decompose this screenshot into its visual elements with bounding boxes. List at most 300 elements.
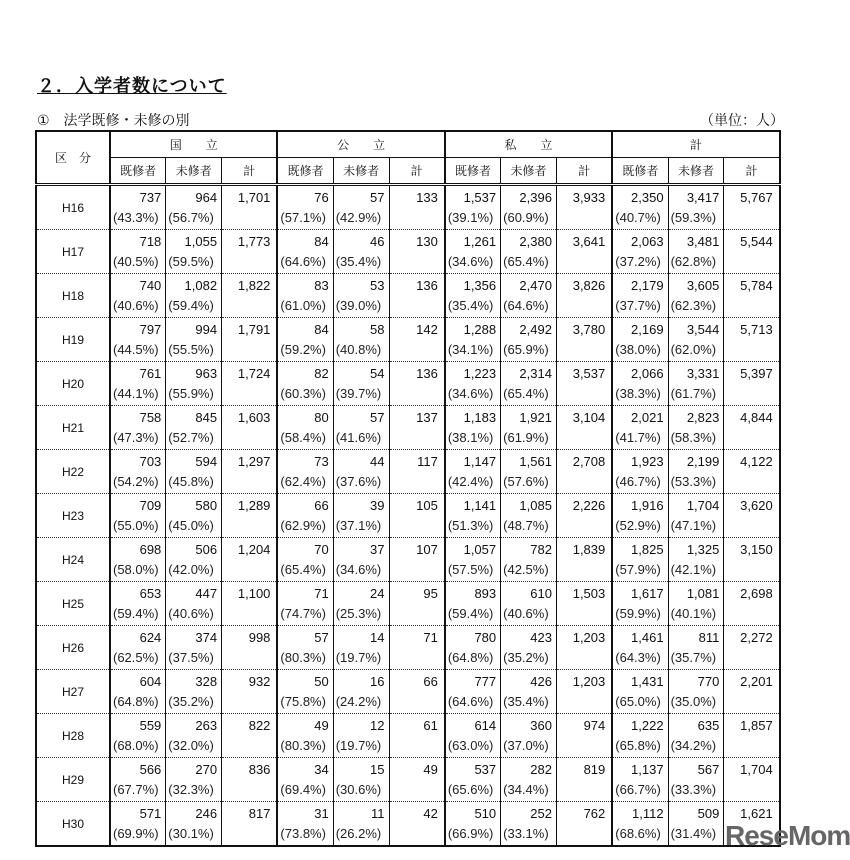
- value: 44: [370, 454, 385, 469]
- value: 932: [248, 674, 271, 689]
- percent: (65.4%): [503, 254, 549, 269]
- cell-kishu: [110, 670, 166, 714]
- value: 782: [530, 542, 552, 557]
- value: 76: [314, 190, 329, 205]
- percent: (51.3%): [447, 518, 494, 533]
- cell-mishu: [668, 362, 724, 406]
- value: 2,380: [519, 234, 552, 249]
- value: 2,179: [631, 278, 664, 293]
- cell-kishu: [445, 230, 501, 274]
- value: 15: [370, 762, 385, 777]
- cell-kishu: [277, 450, 333, 494]
- header-sub: 計: [556, 158, 612, 185]
- cell-kishu: [110, 230, 166, 274]
- percent: (43.3%): [113, 210, 159, 225]
- percent: (57.5%): [447, 562, 494, 577]
- percent: (67.7%): [113, 782, 159, 797]
- value: 1,289: [237, 498, 271, 513]
- cell-mishu: [501, 582, 557, 626]
- row-label: H30: [36, 802, 110, 847]
- percent: (33.3%): [670, 782, 717, 797]
- cell-mishu: [333, 582, 389, 626]
- cell-total: [389, 318, 445, 362]
- table-row: [36, 494, 780, 538]
- percent: (37.5%): [168, 650, 214, 665]
- cell-mishu: [166, 450, 222, 494]
- row-label: H26: [36, 626, 110, 670]
- row-label: H20: [36, 362, 110, 406]
- cell-total: [556, 406, 612, 450]
- cell-total: [222, 714, 278, 758]
- cell-mishu: [333, 626, 389, 670]
- value: 506: [195, 542, 218, 557]
- percent: (37.6%): [335, 474, 382, 489]
- percent: (62.3%): [670, 298, 717, 313]
- cell-kishu: [277, 274, 333, 318]
- percent: (65.6%): [447, 782, 494, 797]
- cell-kishu: [612, 670, 668, 714]
- cell-kishu: [612, 274, 668, 318]
- value: 1,055: [184, 234, 218, 249]
- value: 61: [423, 718, 438, 733]
- cell-mishu: [166, 406, 222, 450]
- value: 3,826: [572, 278, 606, 293]
- cell-total: [389, 406, 445, 450]
- cell-total: [389, 670, 445, 714]
- cell-mishu: [166, 582, 222, 626]
- value: 998: [248, 630, 271, 645]
- cell-mishu: [333, 758, 389, 802]
- value: 2,314: [519, 366, 552, 381]
- cell-kishu: [612, 185, 668, 230]
- value: 2,169: [631, 322, 664, 337]
- percent: (73.8%): [280, 826, 326, 841]
- percent: (59.4%): [168, 298, 214, 313]
- cell-kishu: [110, 714, 166, 758]
- value: 3,605: [686, 278, 720, 293]
- cell-total: [724, 185, 780, 230]
- cell-kishu: [445, 758, 501, 802]
- cell-mishu: [166, 714, 222, 758]
- value: 2,226: [572, 498, 606, 513]
- cell-total: [222, 626, 278, 670]
- cell-mishu: [333, 494, 389, 538]
- percent: (35.7%): [670, 650, 717, 665]
- cell-kishu: [445, 318, 501, 362]
- cell-mishu: [668, 494, 724, 538]
- value: 2,708: [572, 454, 606, 469]
- table-row: [36, 626, 780, 670]
- header-category: 区 分: [36, 131, 110, 185]
- percent: (65.9%): [503, 342, 549, 357]
- percent: (59.4%): [447, 606, 494, 621]
- percent: (80.3%): [280, 738, 326, 753]
- value: 31: [314, 806, 329, 821]
- cell-mishu: [668, 274, 724, 318]
- cell-total: [724, 582, 780, 626]
- percent: (40.6%): [503, 606, 549, 621]
- percent: (37.2%): [615, 254, 661, 269]
- value: 1,701: [237, 190, 271, 205]
- cell-total: [222, 670, 278, 714]
- value: 893: [474, 586, 497, 601]
- cell-mishu: [501, 626, 557, 670]
- value: 770: [697, 674, 720, 689]
- percent: (32.0%): [168, 738, 214, 753]
- cell-total: [222, 538, 278, 582]
- value: 635: [697, 718, 720, 733]
- cell-kishu: [277, 494, 333, 538]
- table-row: [36, 450, 780, 494]
- value: 263: [195, 718, 218, 733]
- value: 136: [416, 366, 438, 381]
- value: 4,122: [740, 454, 773, 469]
- value: 571: [139, 806, 162, 821]
- percent: (42.5%): [503, 562, 549, 577]
- cell-kishu: [277, 626, 333, 670]
- percent: (39.1%): [447, 210, 494, 225]
- cell-mishu: [668, 185, 724, 230]
- cell-total: [389, 538, 445, 582]
- value: 624: [139, 630, 162, 645]
- table-row: [36, 406, 780, 450]
- value: 3,481: [686, 234, 720, 249]
- cell-mishu: [668, 714, 724, 758]
- cell-mishu: [166, 318, 222, 362]
- value: 82: [314, 366, 329, 381]
- percent: (62.5%): [113, 650, 159, 665]
- table-subtitle: ① 法学既修・未修の別: [37, 113, 190, 129]
- table-row: [36, 714, 780, 758]
- cell-kishu: [277, 582, 333, 626]
- row-label: H18: [36, 274, 110, 318]
- value: 777: [474, 674, 497, 689]
- value: 1,704: [740, 762, 773, 777]
- cell-mishu: [501, 670, 557, 714]
- cell-mishu: [166, 494, 222, 538]
- value: 1,100: [237, 586, 271, 601]
- percent: (52.7%): [168, 430, 214, 445]
- value: 740: [139, 278, 162, 293]
- percent: (59.2%): [280, 342, 326, 357]
- percent: (64.6%): [503, 298, 549, 313]
- value: 5,397: [740, 366, 773, 381]
- header-sub: 既修者: [277, 158, 333, 185]
- cell-total: [724, 714, 780, 758]
- value: 594: [195, 454, 218, 469]
- cell-kishu: [277, 406, 333, 450]
- cell-mishu: [501, 450, 557, 494]
- value: 447: [195, 586, 218, 601]
- cell-total: [389, 758, 445, 802]
- value: 1,724: [237, 366, 271, 381]
- percent: (66.9%): [447, 826, 494, 841]
- percent: (65.0%): [615, 694, 661, 709]
- cell-mishu: [166, 802, 222, 847]
- value: 34: [314, 762, 329, 777]
- value: 2,823: [686, 410, 720, 425]
- percent: (35.4%): [447, 298, 494, 313]
- cell-kishu: [445, 274, 501, 318]
- cell-total: [389, 802, 445, 847]
- cell-kishu: [445, 494, 501, 538]
- percent: (40.8%): [335, 342, 382, 357]
- percent: (68.6%): [615, 826, 661, 841]
- row-label: H23: [36, 494, 110, 538]
- header-sub: 計: [724, 158, 780, 185]
- table-row: [36, 274, 780, 318]
- percent: (63.0%): [447, 738, 494, 753]
- cell-mishu: [668, 318, 724, 362]
- cell-mishu: [668, 406, 724, 450]
- percent: (61.9%): [503, 430, 549, 445]
- percent: (59.9%): [615, 606, 661, 621]
- value: 822: [248, 718, 271, 733]
- percent: (40.1%): [670, 606, 717, 621]
- value: 2,492: [519, 322, 552, 337]
- value: 3,104: [572, 410, 606, 425]
- value: 1,857: [740, 718, 773, 733]
- cell-kishu: [612, 714, 668, 758]
- value: 328: [195, 674, 218, 689]
- value: 53: [370, 278, 385, 293]
- value: 57: [370, 190, 385, 205]
- unit-label: （単位：人）: [700, 113, 784, 129]
- value: 3,150: [740, 542, 773, 557]
- cell-mishu: [166, 230, 222, 274]
- value: 2,698: [740, 586, 773, 601]
- value: 58: [370, 322, 385, 337]
- cell-kishu: [277, 802, 333, 847]
- percent: (64.6%): [447, 694, 494, 709]
- cell-kishu: [612, 230, 668, 274]
- cell-mishu: [501, 758, 557, 802]
- value: 11: [371, 806, 385, 821]
- value: 117: [417, 454, 438, 469]
- cell-mishu: [333, 802, 389, 847]
- value: 130: [416, 234, 438, 249]
- cell-total: [724, 494, 780, 538]
- value: 653: [139, 586, 162, 601]
- percent: (34.2%): [670, 738, 717, 753]
- cell-total: [222, 406, 278, 450]
- percent: (59.5%): [168, 254, 214, 269]
- percent: (53.3%): [670, 474, 717, 489]
- percent: (74.7%): [280, 606, 326, 621]
- value: 107: [416, 542, 438, 557]
- cell-total: [556, 494, 612, 538]
- value: 24: [370, 586, 385, 601]
- cell-total: [556, 318, 612, 362]
- cell-total: [222, 230, 278, 274]
- cell-kishu: [277, 670, 333, 714]
- row-label: H27: [36, 670, 110, 714]
- section-title: ２．入学者数について: [37, 76, 227, 97]
- cell-mishu: [166, 670, 222, 714]
- value: 994: [195, 322, 218, 337]
- percent: (65.8%): [615, 738, 661, 753]
- value: 2,021: [631, 410, 664, 425]
- cell-mishu: [333, 274, 389, 318]
- cell-kishu: [110, 758, 166, 802]
- header-group: 私 立: [445, 131, 612, 158]
- value: 5,713: [740, 322, 773, 337]
- cell-mishu: [166, 274, 222, 318]
- value: 3,780: [572, 322, 606, 337]
- header-group: 計: [612, 131, 779, 158]
- value: 1,923: [631, 454, 664, 469]
- percent: (75.8%): [280, 694, 326, 709]
- percent: (69.9%): [113, 826, 159, 841]
- cell-mishu: [668, 802, 724, 847]
- percent: (41.6%): [335, 430, 382, 445]
- value: 426: [530, 674, 552, 689]
- cell-mishu: [668, 758, 724, 802]
- header-sub: 既修者: [110, 158, 166, 185]
- value: 2,396: [519, 190, 552, 205]
- cell-mishu: [501, 494, 557, 538]
- percent: (37.7%): [615, 298, 661, 313]
- row-label: H24: [36, 538, 110, 582]
- header-sub: 未修者: [668, 158, 724, 185]
- value: 1,297: [237, 454, 271, 469]
- value: 66: [423, 674, 438, 689]
- value: 761: [139, 366, 162, 381]
- cell-total: [389, 582, 445, 626]
- percent: (60.9%): [503, 210, 549, 225]
- value: 537: [474, 762, 497, 777]
- value: 1,203: [572, 630, 606, 645]
- percent: (80.3%): [280, 650, 326, 665]
- percent: (35.2%): [503, 650, 549, 665]
- percent: (59.3%): [670, 210, 717, 225]
- value: 1,057: [463, 542, 497, 557]
- value: 1,082: [184, 278, 218, 293]
- cell-kishu: [445, 185, 501, 230]
- value: 1,921: [519, 410, 552, 425]
- cell-mishu: [333, 538, 389, 582]
- header-sub: 未修者: [501, 158, 557, 185]
- percent: (19.7%): [335, 738, 382, 753]
- value: 252: [530, 806, 552, 821]
- value: 2,201: [740, 674, 773, 689]
- value: 3,544: [686, 322, 720, 337]
- cell-kishu: [612, 318, 668, 362]
- cell-mishu: [501, 230, 557, 274]
- cell-mishu: [668, 230, 724, 274]
- cell-kishu: [277, 538, 333, 582]
- percent: (38.3%): [615, 386, 661, 401]
- percent: (34.6%): [447, 386, 494, 401]
- percent: (40.5%): [113, 254, 159, 269]
- value: 758: [139, 410, 162, 425]
- percent: (39.7%): [335, 386, 382, 401]
- percent: (68.0%): [113, 738, 159, 753]
- table-row: [36, 582, 780, 626]
- cell-total: [724, 450, 780, 494]
- value: 39: [370, 498, 385, 513]
- header-sub: 未修者: [333, 158, 389, 185]
- percent: (55.5%): [168, 342, 214, 357]
- cell-kishu: [612, 494, 668, 538]
- table-row: [36, 802, 780, 847]
- value: 1,112: [631, 806, 664, 821]
- cell-kishu: [612, 406, 668, 450]
- percent: (66.7%): [615, 782, 661, 797]
- percent: (37.1%): [335, 518, 382, 533]
- value: 1,822: [237, 278, 271, 293]
- value: 2,272: [740, 630, 773, 645]
- value: 95: [423, 586, 438, 601]
- value: 1,203: [572, 674, 606, 689]
- percent: (65.4%): [503, 386, 549, 401]
- cell-mishu: [501, 538, 557, 582]
- value: 3,417: [686, 190, 720, 205]
- cell-mishu: [501, 406, 557, 450]
- percent: (26.2%): [335, 826, 382, 841]
- value: 14: [370, 630, 385, 645]
- cell-total: [222, 318, 278, 362]
- value: 819: [583, 762, 606, 777]
- header-group: 公 立: [277, 131, 444, 158]
- table-row: [36, 185, 780, 230]
- percent: (62.4%): [280, 474, 326, 489]
- percent: (58.3%): [670, 430, 717, 445]
- cell-total: [389, 450, 445, 494]
- cell-total: [724, 318, 780, 362]
- value: 1,222: [631, 718, 664, 733]
- value: 360: [530, 718, 552, 733]
- cell-kishu: [445, 714, 501, 758]
- value: 5,784: [740, 278, 773, 293]
- percent: (44.1%): [113, 386, 159, 401]
- cell-total: [724, 274, 780, 318]
- cell-kishu: [445, 538, 501, 582]
- percent: (34.4%): [503, 782, 549, 797]
- cell-kishu: [277, 362, 333, 406]
- percent: (56.7%): [168, 210, 214, 225]
- percent: (47.1%): [670, 518, 717, 533]
- percent: (52.9%): [615, 518, 661, 533]
- cell-kishu: [277, 758, 333, 802]
- cell-total: [724, 626, 780, 670]
- cell-kishu: [277, 185, 333, 230]
- cell-kishu: [110, 802, 166, 847]
- value: 66: [314, 498, 329, 513]
- cell-total: [556, 185, 612, 230]
- value: 1,537: [463, 190, 497, 205]
- value: 1,261: [463, 234, 497, 249]
- value: 1,183: [463, 410, 497, 425]
- value: 2,199: [686, 454, 720, 469]
- value: 1,916: [631, 498, 664, 513]
- cell-kishu: [110, 362, 166, 406]
- value: 3,620: [740, 498, 773, 513]
- value: 49: [314, 718, 329, 733]
- value: 1,704: [686, 498, 720, 513]
- value: 73: [314, 454, 329, 469]
- value: 737: [139, 190, 162, 205]
- value: 46: [370, 234, 385, 249]
- cell-total: [556, 538, 612, 582]
- cell-mishu: [333, 362, 389, 406]
- value: 12: [370, 718, 385, 733]
- cell-total: [724, 362, 780, 406]
- percent: (24.2%): [335, 694, 382, 709]
- value: 1,147: [463, 454, 497, 469]
- value: 1,085: [519, 498, 552, 513]
- value: 83: [314, 278, 329, 293]
